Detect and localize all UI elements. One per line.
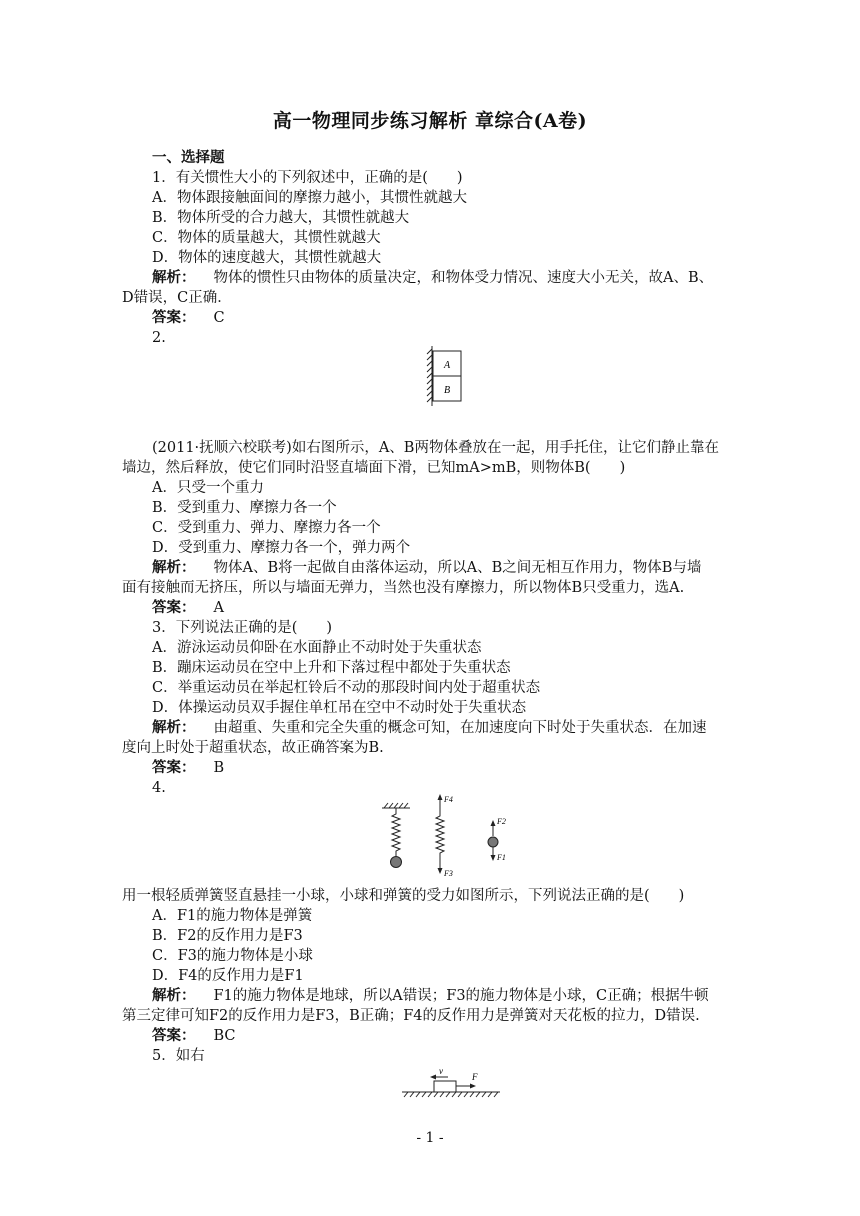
f3-label: F3 [444, 869, 453, 878]
q2-option-a: A．只受一个重力 [152, 480, 264, 496]
isolated-spring [436, 812, 444, 858]
analysis-label: 解析： [152, 269, 196, 286]
ground-hatching [402, 1092, 500, 1097]
hanging-spring [392, 808, 400, 856]
section-heading: 一、选择题 [152, 149, 225, 166]
analysis-label: 解析： [152, 719, 196, 736]
q1-stem: 1．有关惯性大小的下列叙述中，正确的是( ) [152, 170, 463, 186]
q4-answer [152, 1026, 236, 1046]
q1-analysis [152, 268, 713, 288]
q3-option-a: A．游泳运动员仰卧在水面静止不动时处于失重状态 [152, 640, 482, 656]
q4-analysis-text: F1的施力物体是地球，所以A错误；F3的施力物体是小球，C正确；根据牛顿 [213, 988, 709, 1004]
q2-stem: (2011·抚顺六校联考)如右图所示，A、B两物体叠放在一起，用手托住，让它们静止靠在 [152, 440, 719, 456]
velocity-label: v [439, 1066, 443, 1076]
q3-option-d: D．体操运动员双手握住单杠吊在空中不动时处于失重状态 [152, 700, 527, 716]
q2-analysis-cont: 面有接触而无挤压，所以与墙面无弹力，当然也没有摩擦力，所以物体B只受重力，选A. [122, 580, 685, 596]
q4-option-c: C．F3的施力物体是小球 [152, 948, 313, 964]
q4-option-d: D．F4的反作用力是F1 [152, 968, 304, 984]
answer-label: 答案： [152, 599, 196, 616]
q1-answer [152, 308, 225, 328]
analysis-label: 解析： [152, 987, 196, 1004]
q2-figure [418, 345, 468, 407]
q1-analysis-cont: D错误，C正确． [122, 290, 232, 306]
q4-analysis [152, 986, 709, 1006]
answer-label: 答案： [152, 759, 196, 776]
page-title: 高一物理同步练习解析 章综合(A卷) [272, 110, 588, 132]
q3-option-b: B．蹦床运动员在空中上升和下落过程中都处于失重状态 [152, 660, 511, 676]
f2-label: F2 [497, 817, 506, 826]
q2-stem-cont: 墙边，然后释放，使它们同时沿竖直墙面下滑，已知mA>mB，则物体B( ) [122, 460, 626, 476]
q2-option-c: C．受到重力、弹力、摩擦力各一个 [152, 520, 381, 536]
q3-analysis-text: 由超重、失重和完全失重的概念可知，在加速度向下时处于失重状态．在加速 [213, 720, 707, 736]
page-number: - 1 - [416, 1130, 444, 1146]
q5-figure [400, 1066, 502, 1100]
force-label: F [472, 1072, 478, 1082]
q2-option-d: D．受到重力、摩擦力各一个，弹力两个 [152, 540, 411, 556]
f1-label: F1 [497, 853, 506, 862]
q2-answer-value: A [213, 600, 224, 616]
q4-option-b: B．F2的反作用力是F3 [152, 928, 303, 944]
q1-option-c: C．物体的质量越大，其惯性就越大 [152, 230, 381, 246]
answer-label: 答案： [152, 1027, 196, 1044]
q4-option-a: A．F1的施力物体是弹簧 [152, 908, 313, 924]
q2-analysis [152, 558, 701, 578]
q1-option-a: A．物体跟接触面间的摩擦力越小，其惯性就越大 [152, 190, 467, 206]
ceiling-hatching [382, 803, 410, 808]
q4-figure [378, 792, 518, 880]
q3-answer [152, 758, 224, 778]
q4-stem: 用一根轻质弹簧竖直悬挂一小球，小球和弹簧的受力如图所示，下列说法正确的是( ) [122, 888, 685, 904]
block-a-label: A [444, 360, 451, 371]
q4-answer-value: BC [213, 1028, 236, 1044]
q4-number: 4. [152, 780, 166, 796]
q3-stem: 3．下列说法正确的是( ) [152, 620, 333, 636]
q3-analysis [152, 718, 707, 738]
answer-label: 答案： [152, 309, 196, 326]
block-b-label: B [444, 385, 451, 396]
isolated-ball [488, 837, 498, 847]
q1-option-b: B．物体所受的合力越大，其惯性就越大 [152, 210, 410, 226]
f4-label: F4 [444, 795, 453, 804]
q5-stem: 5．如右 [152, 1048, 205, 1064]
q2-answer [152, 598, 224, 618]
q1-analysis-text: 物体的惯性只由物体的质量决定，和物体受力情况、速度大小无关，故A、B、 [213, 270, 714, 286]
q1-option-d: D．物体的速度越大，其惯性就越大 [152, 250, 382, 266]
q3-analysis-cont: 度向上时处于超重状态，故正确答案为B. [122, 740, 384, 756]
q3-option-c: C．举重运动员在举起杠铃后不动的那段时间内处于超重状态 [152, 680, 541, 696]
wall-hatching [427, 346, 432, 406]
q3-answer-value: B [213, 760, 225, 776]
sliding-block [434, 1081, 456, 1092]
q2-analysis-text: 物体A、B将一起做自由落体运动，所以A、B之间无相互作用力，物体B与墙 [213, 560, 702, 576]
q2-number: 2. [152, 330, 166, 346]
analysis-label: 解析： [152, 559, 196, 576]
q2-option-b: B．受到重力、摩擦力各一个 [152, 500, 337, 516]
q1-answer-value: C [213, 310, 225, 326]
hanging-ball [391, 857, 402, 868]
q4-analysis-cont: 第三定律可知F2的反作用力是F3，B正确；F4的反作用力是弹簧对天花板的拉力，D错误. [122, 1008, 700, 1024]
